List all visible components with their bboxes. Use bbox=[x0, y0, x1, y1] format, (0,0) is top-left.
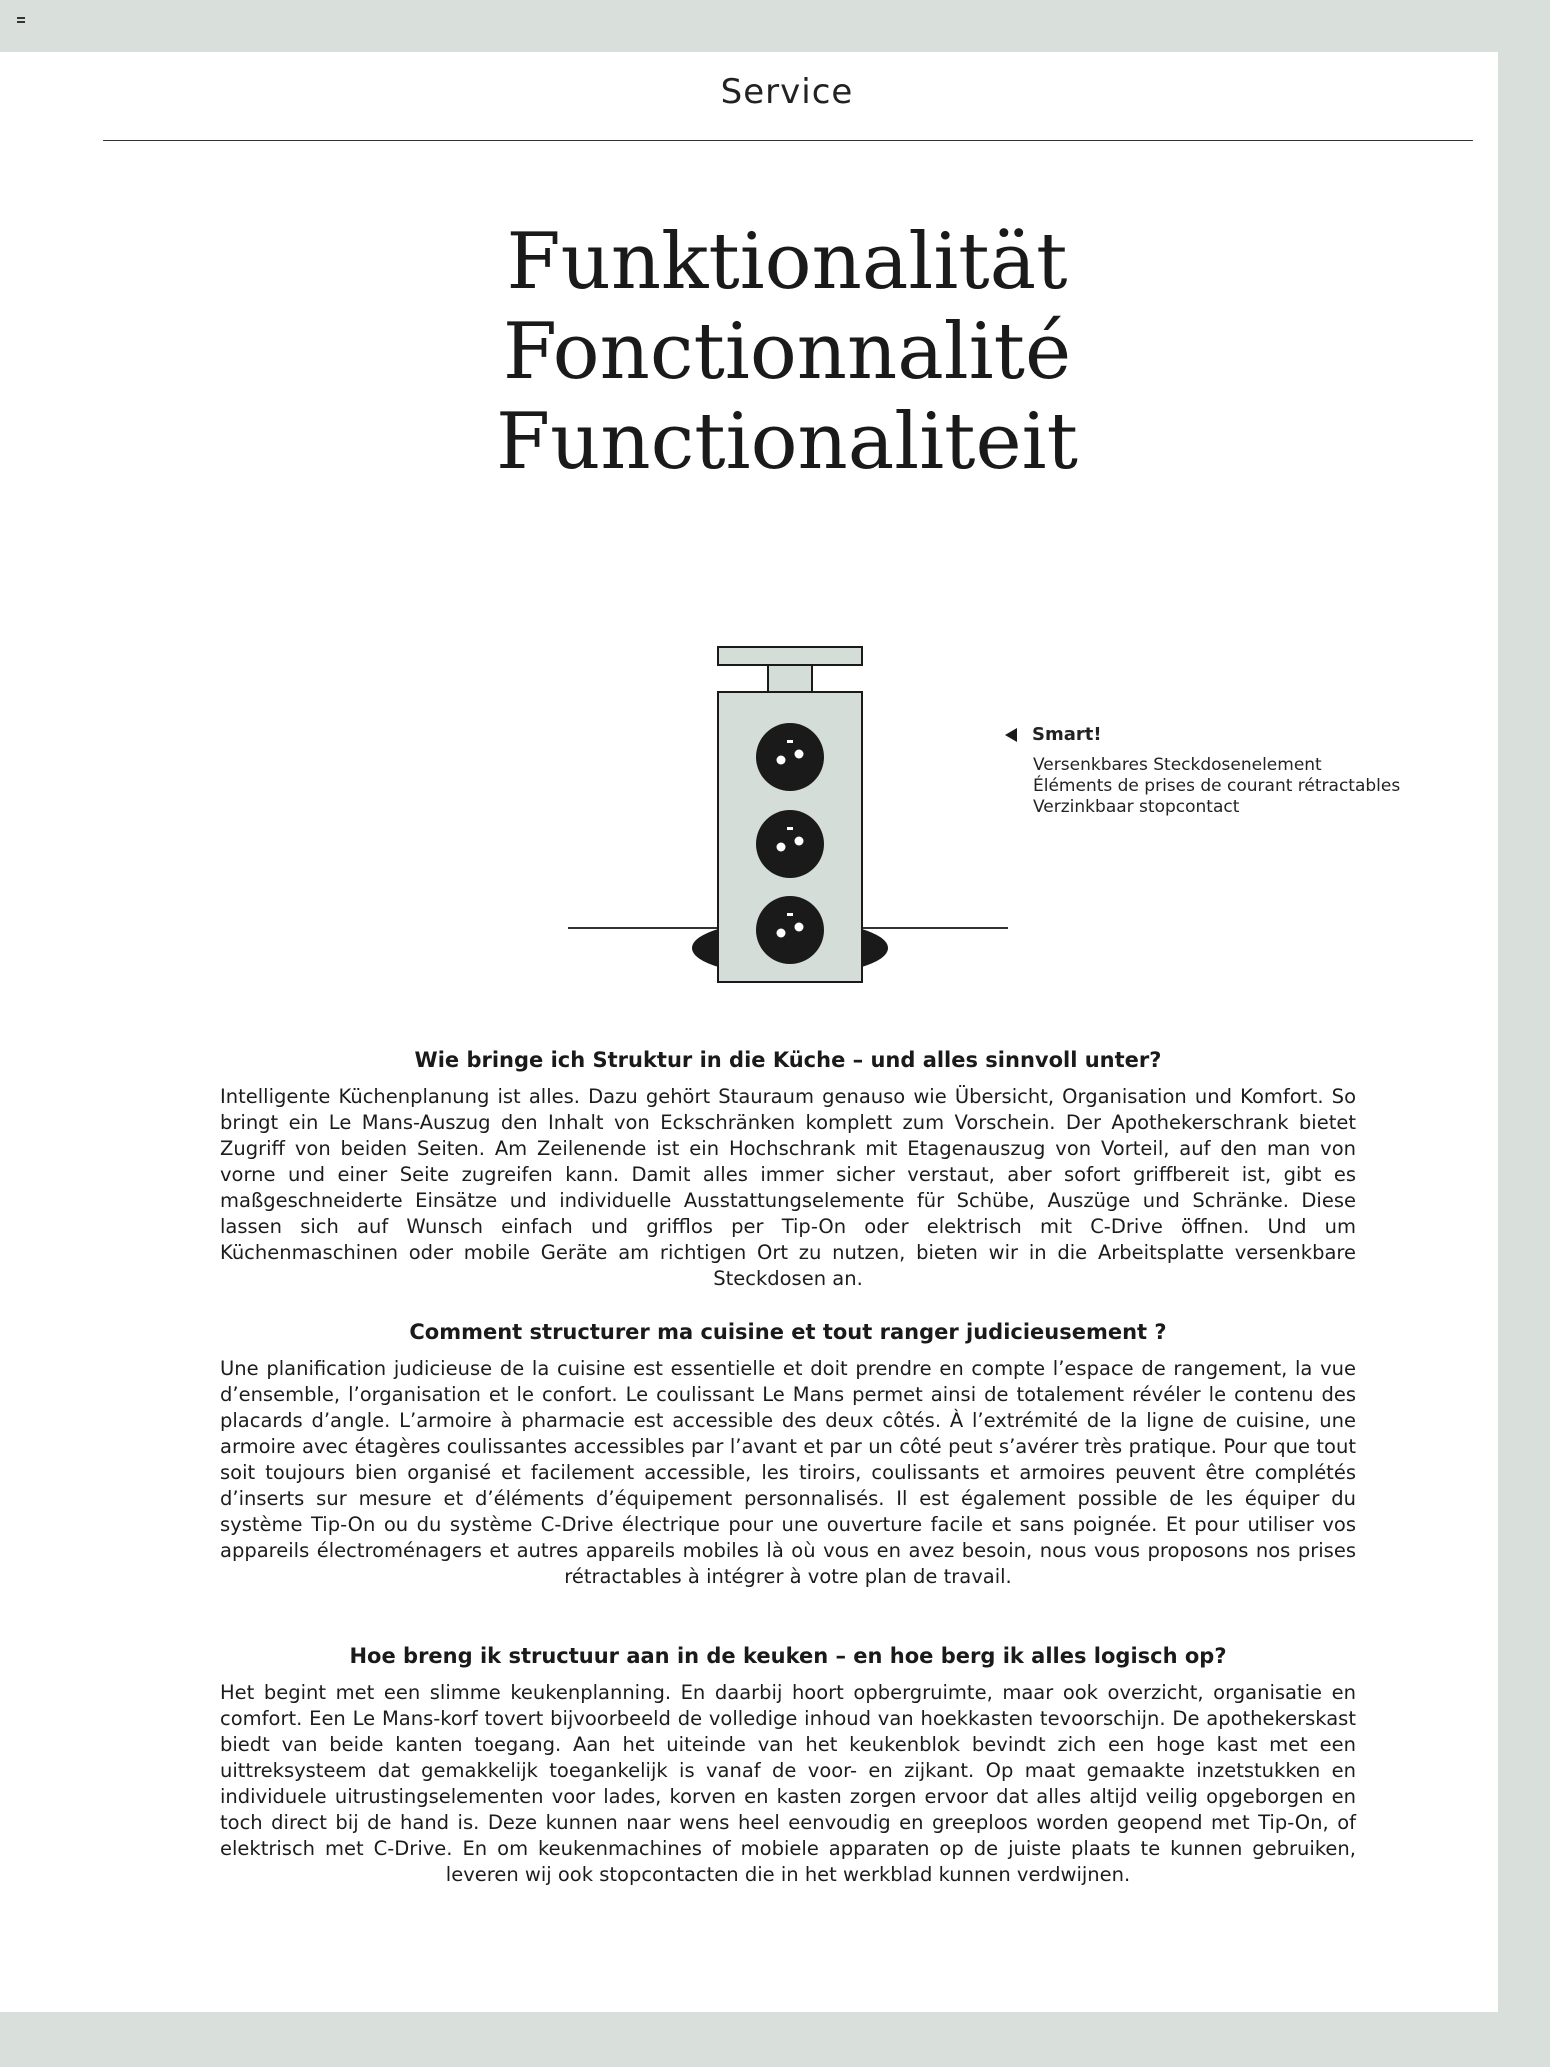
article-body: Het begint met een slimme keukenplanning. En daarbij hoort opbergruimte, maar ook overzicht, organisatie en comfort. Een Le Mans-korf tovert bijvoorbeeld de volledige inhoud van hoekkasten tevoorschijn. De apothekerskast biedt van beide kanten toegang. Aan het uiteinde van het keukenblok bevindt zich een hoge kast met een uittreksysteem dat gemakkelijk toegankelijk is vanaf de voor- en zijkant. Op maat gemaakte inzetstukken en individuele uitrustingselementen voor lades, korven en kasten zorgen ervoor dat alles altijd veilig opgeborgen en toch direct bij de hand is. Deze kunnen naar wens heel eenvoudig en greeploos worden geopend met Tip-On, of elektrisch met C-Drive. En om keukenmachines of mobiele apparaten op de juiste plaats te kunnen gebruiken, leveren wij ook stopcontacten die in het werkblad kunnen verdwijnen. bbox=[220, 1681, 1356, 1886]
section-label: Service bbox=[720, 72, 854, 112]
article-heading: Comment structurer ma cuisine et tout ranger judicieusement ? bbox=[409, 1320, 1167, 1344]
retractable-socket-illustration bbox=[560, 592, 1020, 992]
title-de: Funktionalität bbox=[506, 217, 1068, 307]
article-fr bbox=[220, 1320, 1356, 1590]
callout-line-de: Versenkbares Steckdosenelement bbox=[1033, 755, 1322, 775]
page-title bbox=[0, 217, 1550, 487]
callout-line-nl: Verzinkbaar stopcontact bbox=[1033, 797, 1240, 817]
socket-cap bbox=[718, 647, 862, 665]
arrow-left-icon bbox=[1005, 728, 1017, 742]
document-page bbox=[0, 52, 1498, 2012]
article-body: Intelligente Küchenplanung ist alles. Dazu gehört Stauraum genauso wie Übersicht, Organisation und Komfort. So bringt ein Le Mans-Auszug den Inhalt von Eckschränken komplett zum Vorschein. Der Apothekerschrank bietet Zugriff von beiden Seiten. Am Zeilenende ist ein Hochschrank mit Etagenauszug von Vorteil, auf den man von vorne und einer Seite zugreifen kann. Damit alles immer sicher verstaut, aber sofort griffbereit ist, gibt es maßgeschneiderte Einsätze und individuelle Ausstattungselemente für Schübe, Auszüge und Schränke. Diese lassen sich auf Wunsch einfach und grifflos per Tip-On oder elektrisch mit C-Drive öffnen. Und um Küchenmaschinen oder mobile Geräte am richtigen Ort zu nutzen, bieten wir in die Arbeitsplatte versenkbare Steckdosen an. bbox=[220, 1085, 1356, 1290]
article-heading: Hoe breng ik structuur aan in de keuken – en hoe berg ik alles logisch op? bbox=[349, 1644, 1227, 1668]
article-de bbox=[220, 1048, 1356, 1292]
title-nl: Functionaliteit bbox=[496, 397, 1078, 487]
outlet-2 bbox=[756, 810, 824, 878]
callout-line-fr: Éléments de prises de courant rétractables bbox=[1033, 776, 1401, 796]
article-body: Une planification judicieuse de la cuisine est essentielle et doit prendre en compte l’espace de rangement, la vue d’ensemble, l’organisation et le confort. Le coulissant Le Mans permet ainsi de totalement révéler le contenu des placards d’angle. L’armoire à pharmacie est accessible des deux côtés. À l’extrémité de la ligne de cuisine, une armoire avec étagères coulissantes accessibles par l’avant et par un côté peut s’avérer très pratique. Pour que tout soit toujours bien organisé et facilement accessible, les tiroirs, coulissants et armoires peuvent être complétés d’inserts sur mesure et d’éléments d’équipement personnalisés. Il est également possible de les équiper du système Tip-On ou du système C-Drive électrique pour une ouverture facile et sans poignée. Et pour utiliser vos appareils électroménagers et autres appareils mobiles là où vous en avez besoin, nous vous proposons nos prises rétractables à intégrer à votre plan de travail. bbox=[220, 1357, 1356, 1588]
outlet-3 bbox=[756, 896, 824, 964]
outlet-1 bbox=[756, 723, 824, 791]
socket-neck bbox=[768, 664, 812, 692]
header-divider bbox=[103, 140, 1473, 141]
title-fr: Fonctionnalité bbox=[502, 307, 1072, 397]
article-nl bbox=[220, 1644, 1356, 1888]
menu-icon[interactable] bbox=[17, 17, 29, 27]
feature-callout bbox=[1005, 724, 1475, 818]
article-heading: Wie bringe ich Struktur in die Küche – und alles sinnvoll unter? bbox=[414, 1048, 1162, 1072]
callout-tag: Smart! bbox=[1032, 724, 1102, 745]
